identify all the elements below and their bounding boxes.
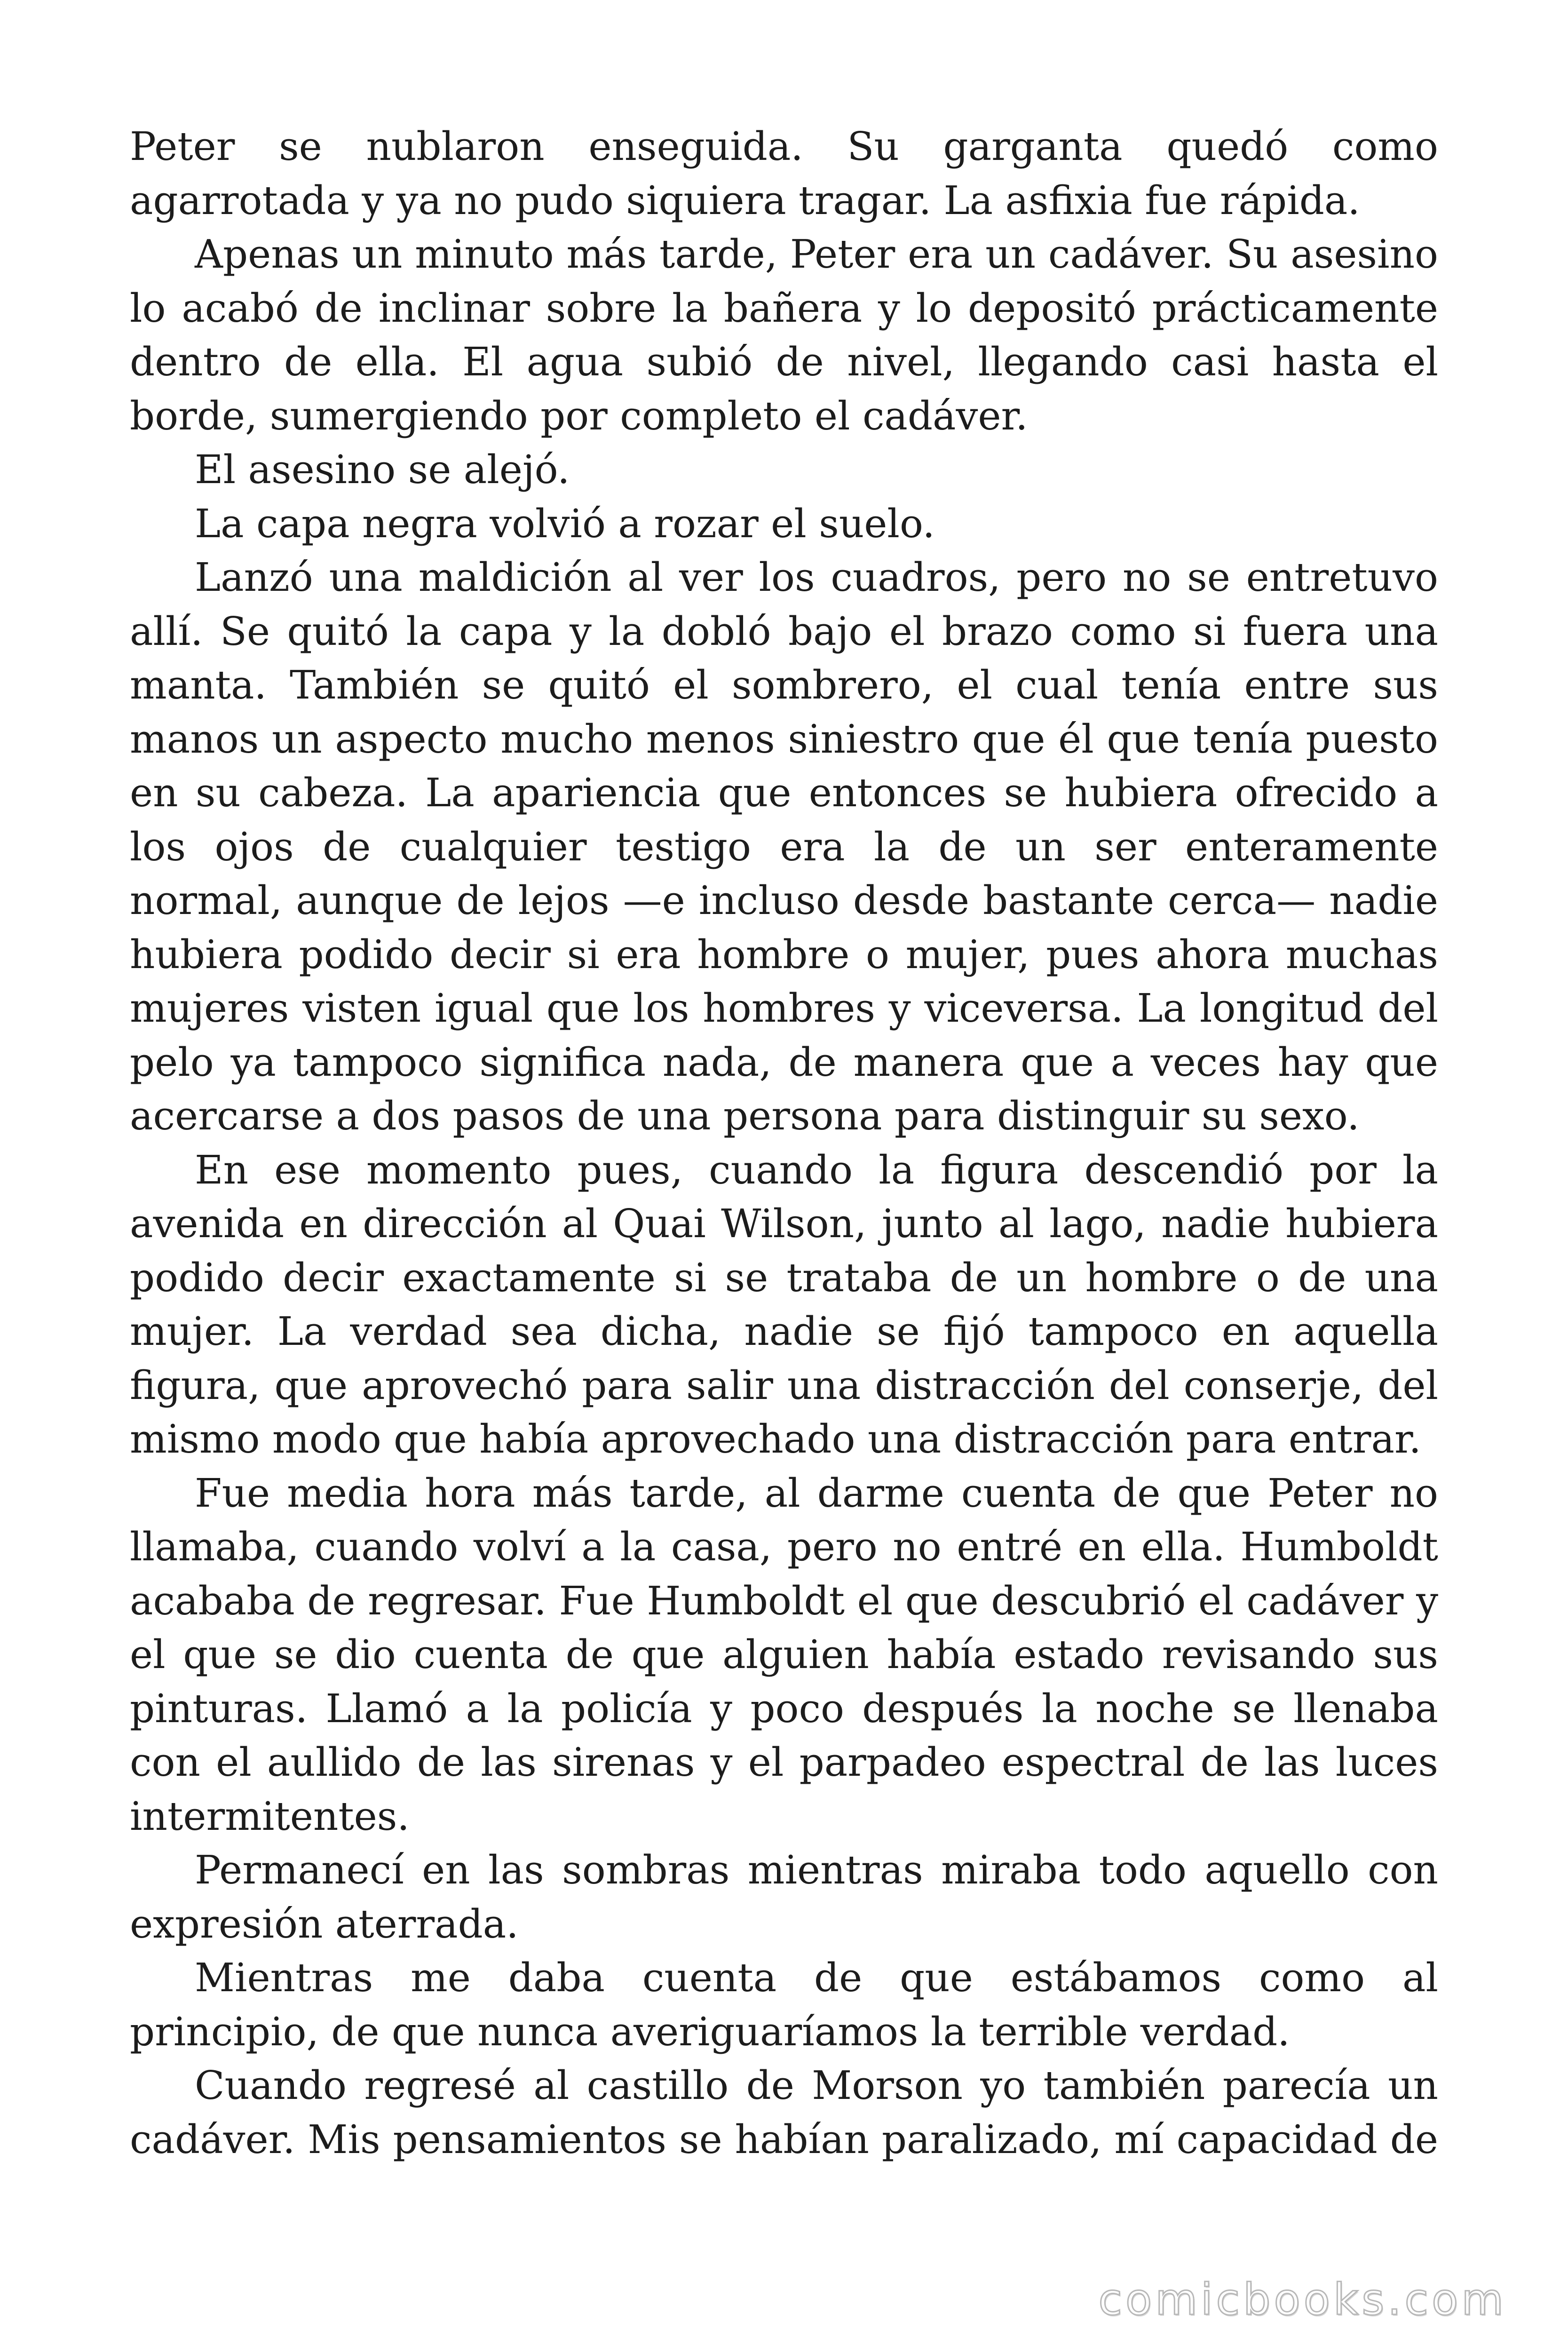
watermark-logo: comicbooks.com [1098, 2274, 1507, 2325]
paragraph-6: En ese momento pues, cuando la figura descendió por la avenida en dirección al Quai Wilson, junto al lago, nadie hubiera podido decir exactamente si se trataba de un hombre o de una mujer. La verdad sea dicha, nadie se fijó tampoco en aquella figura, que aprovechó para salir una distracción del conserje, del mismo modo que había aprovechado una distracción para entrar. [130, 1147, 1438, 1462]
paragraph-9: Mientras me daba cuenta de que estábamos como al principio, de que nunca averiguaríamos la terrible verdad. [130, 1955, 1438, 2055]
book-page-text [130, 120, 1438, 2167]
paragraph-3: El asesino se alejó. [195, 447, 570, 493]
paragraph-1: Peter se nublaron enseguida. Su garganta quedó como agarrotada y ya no pudo siquiera tragar. La asfixia fue rápida. [130, 124, 1438, 223]
paragraph-8: Permanecí en las sombras mientras miraba todo aquello con expresión aterrada. [130, 1847, 1438, 1947]
paragraph-5: Lanzó una maldición al ver los cuadros, pero no se entretuvo allí. Se quitó la capa y la dobló bajo el brazo como si fuera una manta. También se quitó el sombrero, el cual tenía entre sus manos un aspecto mucho menos siniestro que él que tenía puesto en su cabeza. La apariencia que entonces se hubiera ofrecido a los ojos de cualquier testigo era la de un ser enteramente normal, aunque de lejos —e incluso desde bastante cerca— nadie hubiera podido decir si era hombre o mujer, pues ahora muchas mujeres visten igual que los hombres y viceversa. La longitud del pelo ya tampoco significa nada, de manera que a veces hay que acercarse a dos pasos de una persona para distinguir su sexo. [130, 555, 1438, 1139]
paragraph-4: La capa negra volvió a rozar el suelo. [195, 501, 935, 547]
paragraph-2: Apenas un minuto más tarde, Peter era un cadáver. Su asesino lo acabó de inclinar sobre la bañera y lo depositó prácticamente dentro de ella. El agua subió de nivel, llegando casi hasta el borde, sumergiendo por completo el cadáver. [130, 231, 1438, 439]
paragraph-7: Fue media hora más tarde, al darme cuenta de que Peter no llamaba, cuando volví a la casa, pero no entré en ella. Humboldt acababa de regresar. Fue Humboldt el que descubrió el cadáver y el que se dio cuenta de que alguien había estado revisando sus pinturas. Llamó a la policía y poco después la noche se llenaba con el aullido de las sirenas y el parpadeo espectral de las luces intermitentes. [130, 1470, 1438, 1839]
paragraph-10: Cuando regresé al castillo de Morson yo también parecía un cadáver. Mis pensamientos se habían paralizado, mí capacidad de [130, 2063, 1438, 2162]
